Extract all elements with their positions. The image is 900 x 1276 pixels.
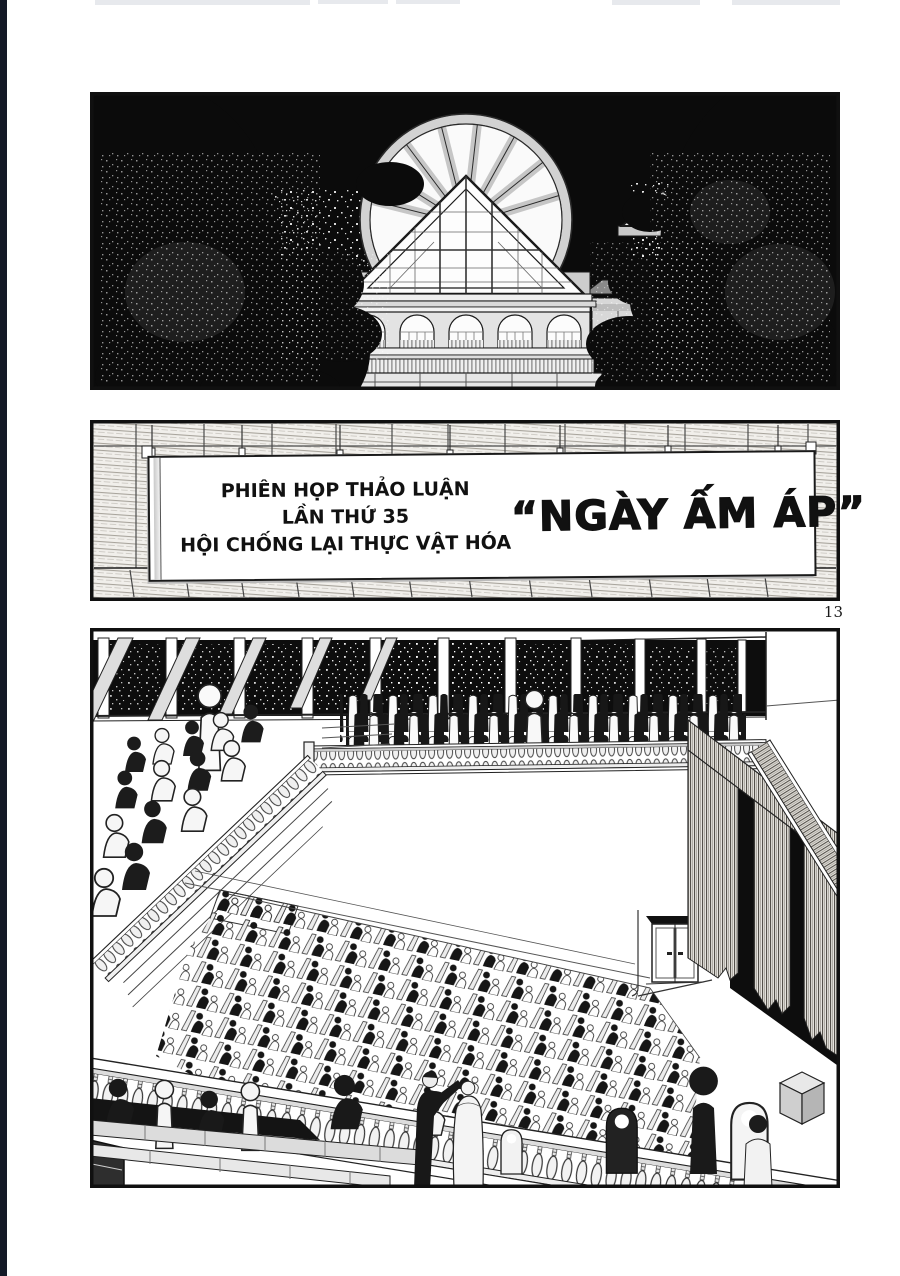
top-crop-mark [396, 0, 460, 4]
panel-hall-exterior-night [90, 92, 840, 390]
auditorium-drawing [90, 628, 840, 1188]
top-crop-mark [318, 0, 388, 4]
standing-figure [689, 1067, 718, 1174]
floor-box [780, 1072, 824, 1124]
hooded-figure [501, 1130, 522, 1174]
top-crop-mark [95, 0, 310, 5]
panel-banner-wall [90, 420, 867, 601]
banner-line-2: LẦN THỨ 35 [281, 505, 410, 529]
door-handle [678, 952, 683, 955]
banner-line-3: HỘI CHỐNG LẠI THỰC VẬT HÓA [180, 531, 512, 557]
top-crop-mark [732, 0, 840, 5]
door-handle [667, 952, 672, 955]
curtain-panel [754, 796, 790, 1014]
banner-fold [153, 458, 161, 580]
panel-auditorium-interior [90, 628, 840, 1188]
page-spine-bar [0, 0, 7, 1276]
banner-line-1: PHIÊN HỌP THẢO LUẬN [220, 477, 470, 502]
banner-sign [147, 450, 867, 582]
banner-text-block [150, 475, 512, 559]
banner-title: “NGÀY ẤM ÁP” [510, 487, 867, 541]
night-exterior-drawing [90, 92, 840, 390]
page-number: 13 [823, 603, 843, 621]
top-crop-mark [612, 0, 700, 5]
hooded-figure [606, 1108, 637, 1173]
